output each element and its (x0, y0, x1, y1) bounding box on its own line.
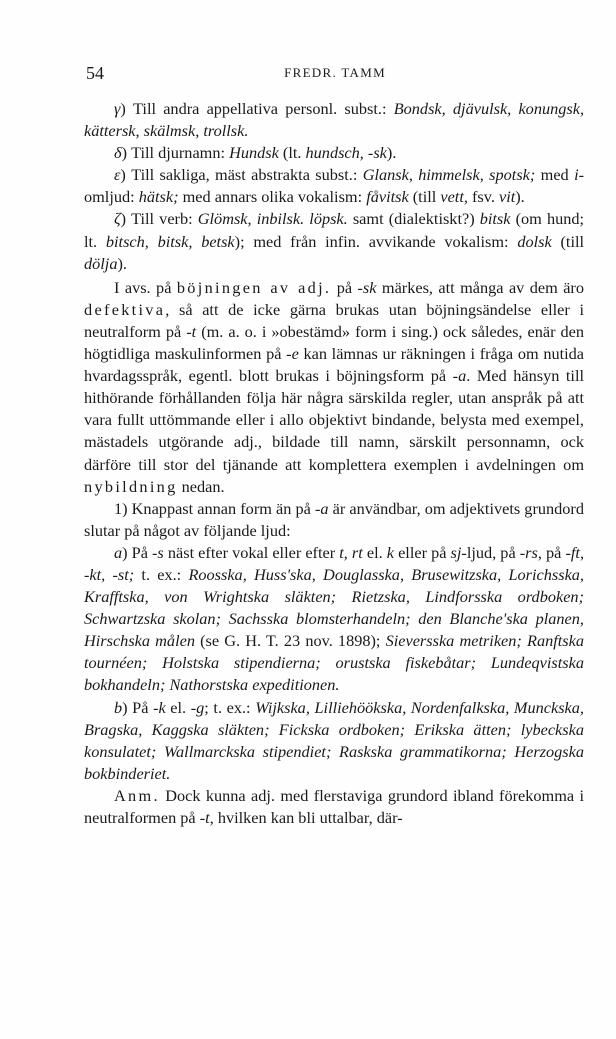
paragraph (84, 542, 584, 697)
italic-text: dölja (84, 253, 118, 273)
text: ) Till djurnamn: (121, 143, 230, 163)
text: med annars olika vokalism: (178, 187, 367, 207)
text: (lt. (278, 143, 306, 163)
text: (se G. H. T. 23 nov. 1898); (194, 631, 386, 651)
italic-text: Bondsk, djävulsk, konungsk, kättersk, skälmsk, trollsk. (84, 99, 585, 141)
italic-text: -s (152, 542, 164, 562)
text: -ljud, på (461, 542, 520, 562)
text: ). (515, 187, 525, 207)
italic-text: -e (286, 344, 299, 364)
italic-text: -t (199, 808, 210, 827)
text: är användbar, om adjektivets grundord slutar på något av följande ljud: (84, 498, 584, 540)
text: ; t. ex.: (204, 697, 256, 717)
italic-text: ζ (114, 209, 121, 229)
italic-text: bitsch, bitsk, betsk (105, 231, 235, 251)
italic-text: Glansk, himmelsk, spotsk; (362, 165, 536, 185)
italic-text: -g (190, 697, 205, 717)
text: el. (362, 542, 387, 562)
italic-text: Hundsk (229, 143, 279, 163)
page-number: 54 (86, 63, 104, 83)
text: , på (537, 542, 566, 562)
text: ); med från infin. avvikande vokalism: (234, 231, 518, 251)
italic-text: vit (498, 187, 516, 207)
spaced-text: nybildning (84, 476, 178, 496)
text: samt (dialektiskt?) (347, 209, 480, 229)
italic-text: Wijkska, Lilliehöökska, Nordenfalkska, Munckska, Bragska, Kaggska släkten; Fickska ordboken; Erikska ätten; lybeckska konsulatet; Wallmarckska stipendiet; Raskska grammatikorna; Herzogska bokbinderiet. (84, 697, 584, 783)
italic-text: t, rt (339, 542, 363, 562)
text: I avs. på (114, 277, 177, 297)
italic-text: -a (452, 366, 467, 386)
italic-text: bitsk (479, 209, 511, 229)
italic-text: Sieversska metriken; Ranftska tournéen; Holstska stipendierna; orustska fiskebåtar; Lundeqvistska bokhandeln; Nathorstska expeditionen. (84, 631, 584, 695)
italic-text: Roosska, Huss'ska, Douglasska, Brusewitzska, Lorichsska, Krafftska, von Wrightska släkten; Rietzska, Lindforsska ordboken; Schwartzska skolan; Sachsska blomsterhandeln; den Blanche'ska planen, Hirschska målen (84, 564, 585, 651)
text: , så att de icke gärna brukas utan böjningsändelse eller i neutralform på (84, 299, 584, 341)
page-header (86, 63, 584, 87)
text: ) Till andra appellativa personl. subst.: (120, 99, 394, 118)
text: , hvilken kan bli uttalbar, där- (209, 808, 403, 827)
paragraph (84, 142, 584, 164)
text: ) På (122, 542, 153, 562)
text: näst efter vokal eller efter (163, 542, 340, 562)
text: kan lämnas ur räkningen i fråga om nutida hvardagsspråk, egentl. blott brukas i böjningsform på (84, 344, 585, 386)
italic-text: hundsch, -sk (305, 143, 387, 163)
text: el. (165, 697, 191, 717)
text: ). (117, 253, 127, 273)
running-head: FREDR. TAMM (284, 65, 386, 80)
italic-text: -k (153, 697, 166, 717)
spaced-text: defektiva (84, 299, 166, 319)
italic-text: -a (314, 498, 329, 518)
italic-text: hätsk; (138, 187, 179, 207)
paragraph (84, 164, 584, 208)
text: märkes, att många av dem äro (376, 277, 584, 297)
body-text (84, 98, 584, 829)
italic-text: b (114, 697, 123, 717)
italic-text: vett, (440, 187, 468, 207)
italic-text: a (114, 542, 123, 562)
paragraph (84, 785, 584, 829)
text: . Med hänsyn till hithörande förhållanden följa här några särskilda regler, utan anspråk på att vara fullt uttömmande eller i allo objektivt bindande, belysta med exempel, mästadels utgörande adj., bildade till namn, särskilt personnamn, ock därföre till stor del tjänande att komplettera exemplen i avdelningen om (84, 366, 585, 474)
spaced-text: Anm. (114, 785, 160, 805)
text: Dock kunna adj. med flerstaviga grundord ibland förekomma i neutralformen på (84, 785, 584, 827)
spaced-text: böjningen av adj. (176, 277, 332, 297)
italic-text: -rs (519, 542, 538, 562)
paragraph (84, 697, 584, 785)
italic-text: -t (186, 321, 197, 341)
text: nedan. (177, 476, 225, 496)
text: ) Till sakliga, mäst abstrakta subst.: (120, 165, 363, 185)
text: ) På (122, 697, 154, 717)
italic-text: ε (114, 165, 121, 185)
paragraph (84, 498, 584, 542)
text: (m. a. o. i »obestämd» form i sing.) ock således, enär den högtidliga maskulinformen på (84, 321, 585, 364)
italic-text: -sk (357, 277, 377, 297)
text: med (535, 165, 575, 185)
text: (till (408, 187, 441, 207)
italic-text: i (574, 165, 579, 185)
italic-text: δ (114, 143, 122, 163)
text: (om hund; lt. (84, 209, 585, 251)
italic-text: sj (450, 542, 462, 562)
text: ) Till verb: (120, 209, 198, 229)
text: -omljud: (84, 165, 585, 207)
italic-text: -ft, -kt, -st; (84, 542, 585, 584)
text: på (331, 277, 358, 297)
text: fsv. (467, 187, 499, 207)
italic-text: dolsk (517, 231, 552, 251)
text: ). (386, 143, 397, 163)
paragraph (84, 277, 584, 498)
italic-text: Glömsk, inbilsk. löpsk. (197, 209, 348, 229)
italic-text: k (386, 542, 394, 562)
text: eller på (394, 542, 451, 562)
text: 1) Knappast annan form än på (114, 498, 315, 518)
paragraph (84, 208, 584, 274)
text: t. ex.: (134, 564, 189, 584)
italic-text: γ (114, 99, 121, 118)
italic-text: fåvitsk (366, 187, 409, 207)
paragraph (84, 98, 584, 142)
text: (till (551, 231, 585, 251)
